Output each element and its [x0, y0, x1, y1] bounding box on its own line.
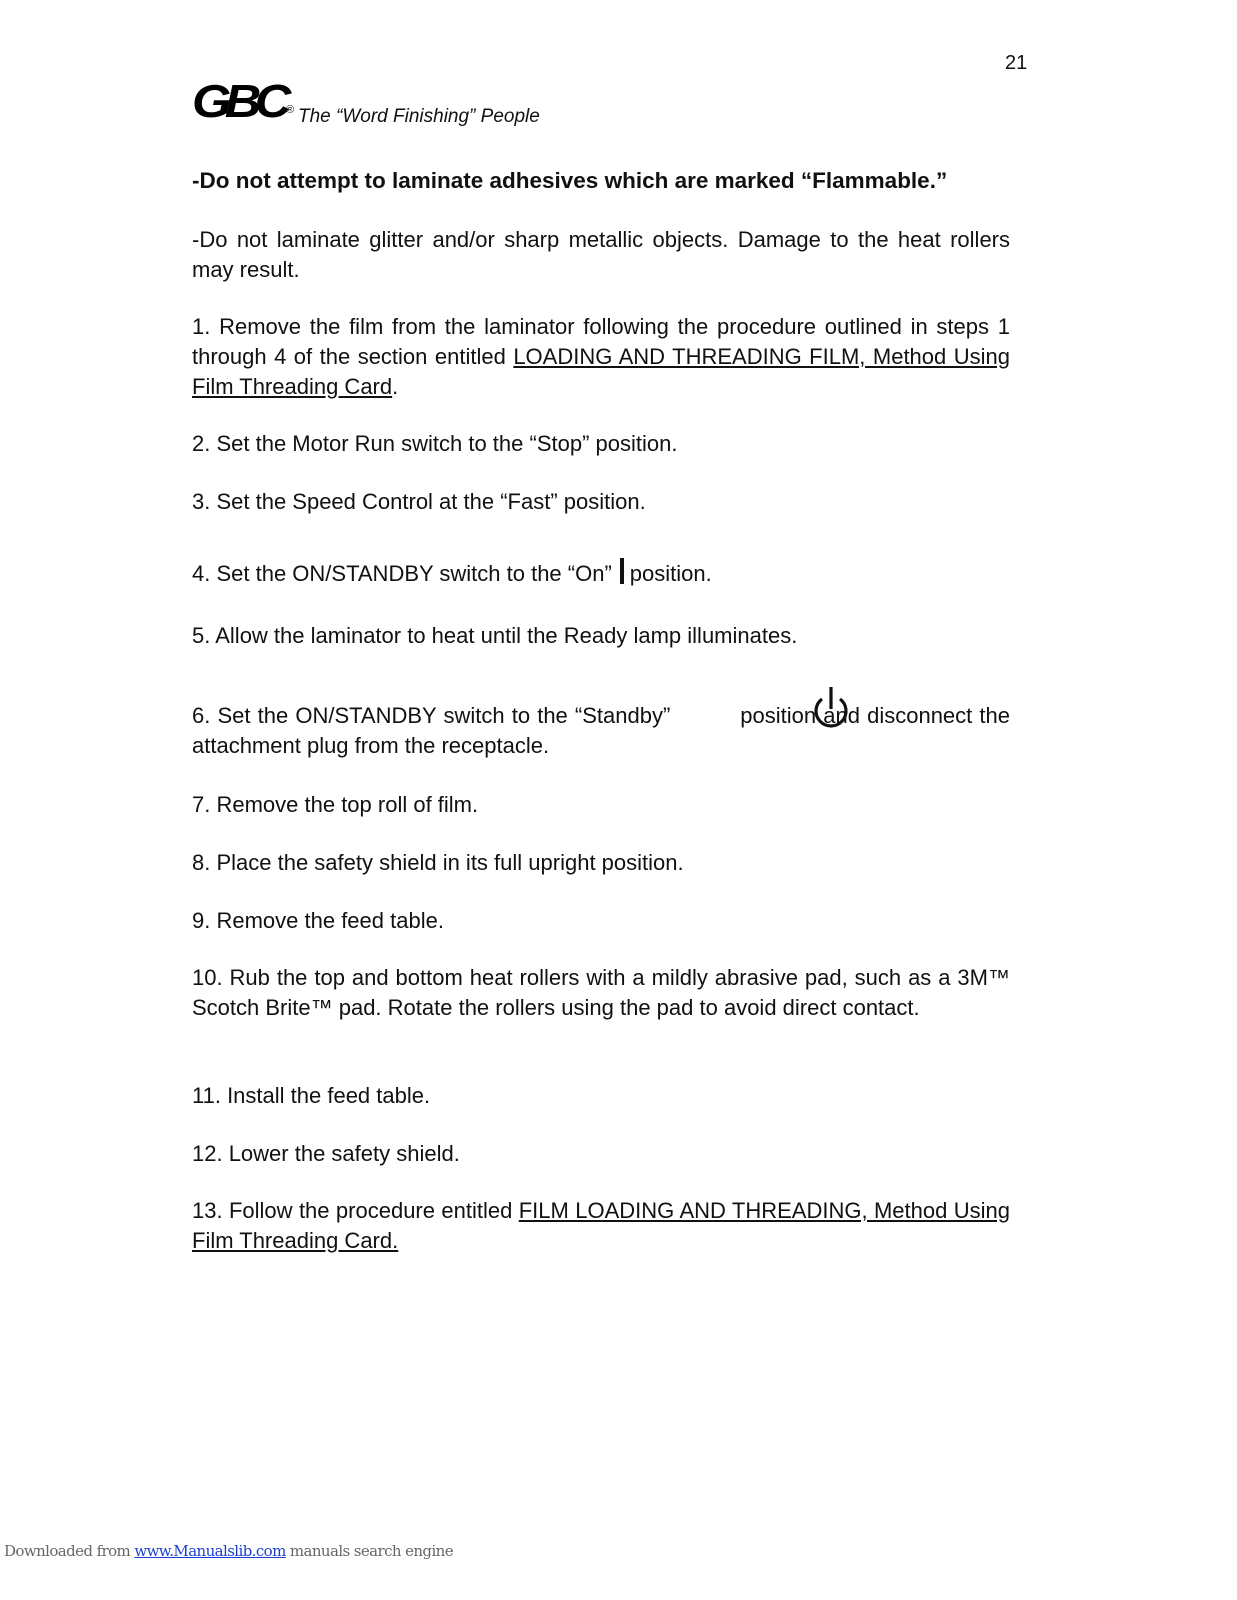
- step-13-reference: FILM LOADING AND THREADING, Method Using Film Threading Card.: [192, 1198, 1010, 1253]
- step-6: [192, 701, 1010, 761]
- footer-prefix: Downloaded from: [4, 1542, 135, 1560]
- warning-flammable: -Do not attempt to laminate adhesives which are marked “Flammable.”: [192, 168, 948, 193]
- gbc-logo: GBC: [192, 75, 285, 127]
- registered-mark: ®: [286, 104, 295, 116]
- step-1-text: 1. Remove the film from the laminator following the procedure outlined in steps 1 through 4 of the section entitled: [192, 314, 1010, 369]
- step-5: 5. Allow the laminator to heat until the Ready lamp illuminates.: [192, 623, 798, 648]
- step-7: 7. Remove the top roll of film.: [192, 792, 479, 817]
- manualslib-link[interactable]: www.Manualslib.com: [134, 1542, 286, 1560]
- footer: [4, 1542, 453, 1560]
- step-1-end: .: [392, 374, 399, 399]
- step-1-reference: LOADING AND THREADING FILM, Method Using Film Threading Card: [192, 344, 1010, 399]
- step-3: 3. Set the Speed Control at the “Fast” position.: [192, 489, 646, 514]
- on-bar-icon: [620, 558, 624, 584]
- step-10: 10. Rub the top and bottom heat rollers with a mildly abrasive pad, such as a 3M™ Scotch Brite™ pad. Rotate the rollers using the pad to avoid direct contact.: [192, 965, 1010, 1020]
- header: [192, 75, 792, 130]
- step-4: [192, 558, 1010, 589]
- step-6-text: 6. Set the ON/STANDBY switch to the “Standby”: [192, 703, 671, 728]
- step-12: 12. Lower the safety shield.: [192, 1141, 460, 1166]
- step-2: 2. Set the Motor Run switch to the “Stop” position.: [192, 431, 678, 456]
- step-11: 11. Install the feed table.: [192, 1083, 431, 1108]
- step-1: [192, 312, 1010, 402]
- tagline: The “Word Finishing” People: [298, 106, 540, 127]
- step-9: 9. Remove the feed table.: [192, 908, 444, 933]
- warning-glitter: -Do not laminate glitter and/or sharp metallic objects. Damage to the heat rollers may result.: [192, 227, 1010, 282]
- step-13: [192, 1196, 1010, 1256]
- power-icon: [808, 685, 854, 731]
- step-8: 8. Place the safety shield in its full upright position.: [192, 850, 684, 875]
- page-number: 21: [1005, 52, 1028, 74]
- step-4-end: position.: [629, 561, 712, 586]
- step-6-end: position and disconnect the attachment plug from the receptacle.: [192, 703, 1010, 758]
- step-4-text: 4. Set the ON/STANDBY switch to the “On”: [192, 561, 612, 586]
- footer-suffix: manuals search engine: [285, 1542, 453, 1560]
- step-13-text: 13. Follow the procedure entitled: [192, 1198, 519, 1223]
